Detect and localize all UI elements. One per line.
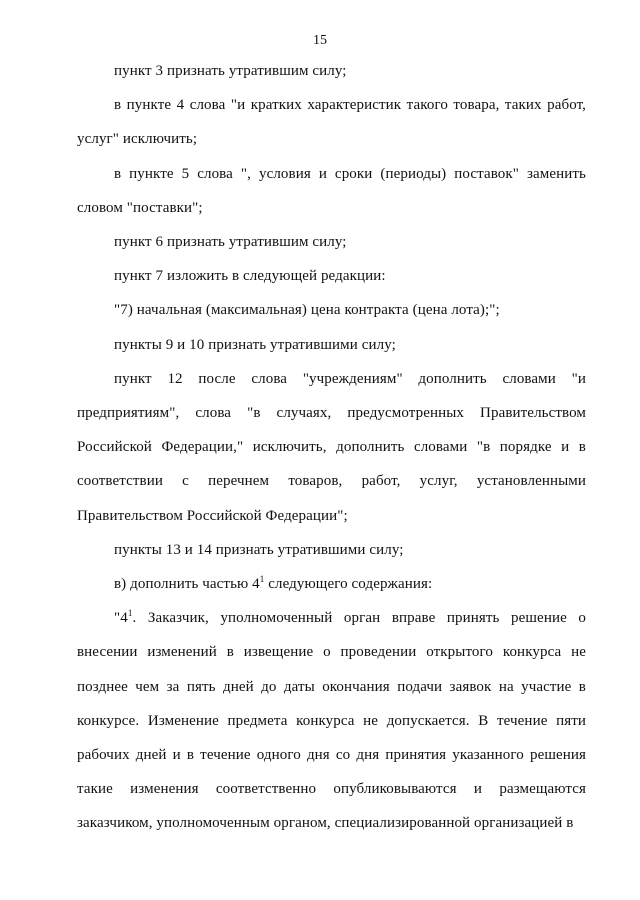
paragraph-7: пункты 9 и 10 признать утратившими силу; — [114, 336, 396, 353]
paragraph-10 — [77, 567, 586, 601]
page-number: 15 — [313, 33, 327, 48]
paragraph-2: в пункте 4 слова "и кратких характеристик такого товара, таких работ, услуг" исключить; — [77, 97, 586, 148]
superscript-2: 1 — [127, 608, 133, 619]
paragraph-11-text-after: . Заказчик, уполномоченный орган вправе принять решение о внесении изменений в извещение о проведении открытого конкурса не позднее чем за пять дней до даты окончания подачи заявок на участие в конкурсе. Изменение предмета конкурса не допускается. В течение пяти рабочих дней и в течение одного дня со дня принятия указанного решения такие изменения соответственно опубликовываются и размещаются заказчиком, уполномоченным органом, специализированной организацией в — [77, 610, 586, 832]
paragraph-6: "7) начальная (максимальная) цена контракта (цена лота);"; — [114, 302, 500, 319]
superscript-1: 1 — [259, 574, 265, 585]
paragraph-10-text-before: в) дополнить частью 4 — [114, 576, 260, 593]
paragraph-3: в пункте 5 слова ", условия и сроки (периоды) поставок" заменить словом "поставки"; — [77, 165, 586, 216]
paragraph-1: пункт 3 признать утратившим силу; — [114, 63, 347, 79]
paragraph-5: пункт 7 изложить в следующей редакции: — [114, 268, 386, 285]
paragraph-10-text-after: следующего содержания: — [264, 576, 433, 593]
paragraph-4: пункт 6 признать утратившим силу; — [114, 234, 347, 251]
paragraph-9: пункты 13 и 14 признать утратившими силу; — [114, 541, 404, 558]
paragraph-11-text-before: "4 — [114, 610, 128, 627]
paragraph-11 — [77, 601, 586, 840]
paragraph-8: пункт 12 после слова "учреждениям" дополнить словами "и предприятиям", слова "в случаях, предусмотренных Правительством Российской Федерации," исключить, дополнить словами "в порядке и в соответствии с перечнем товаров, работ, услуг, установленными Правительством Российской Федерации"; — [77, 370, 586, 524]
document-body — [77, 54, 586, 841]
